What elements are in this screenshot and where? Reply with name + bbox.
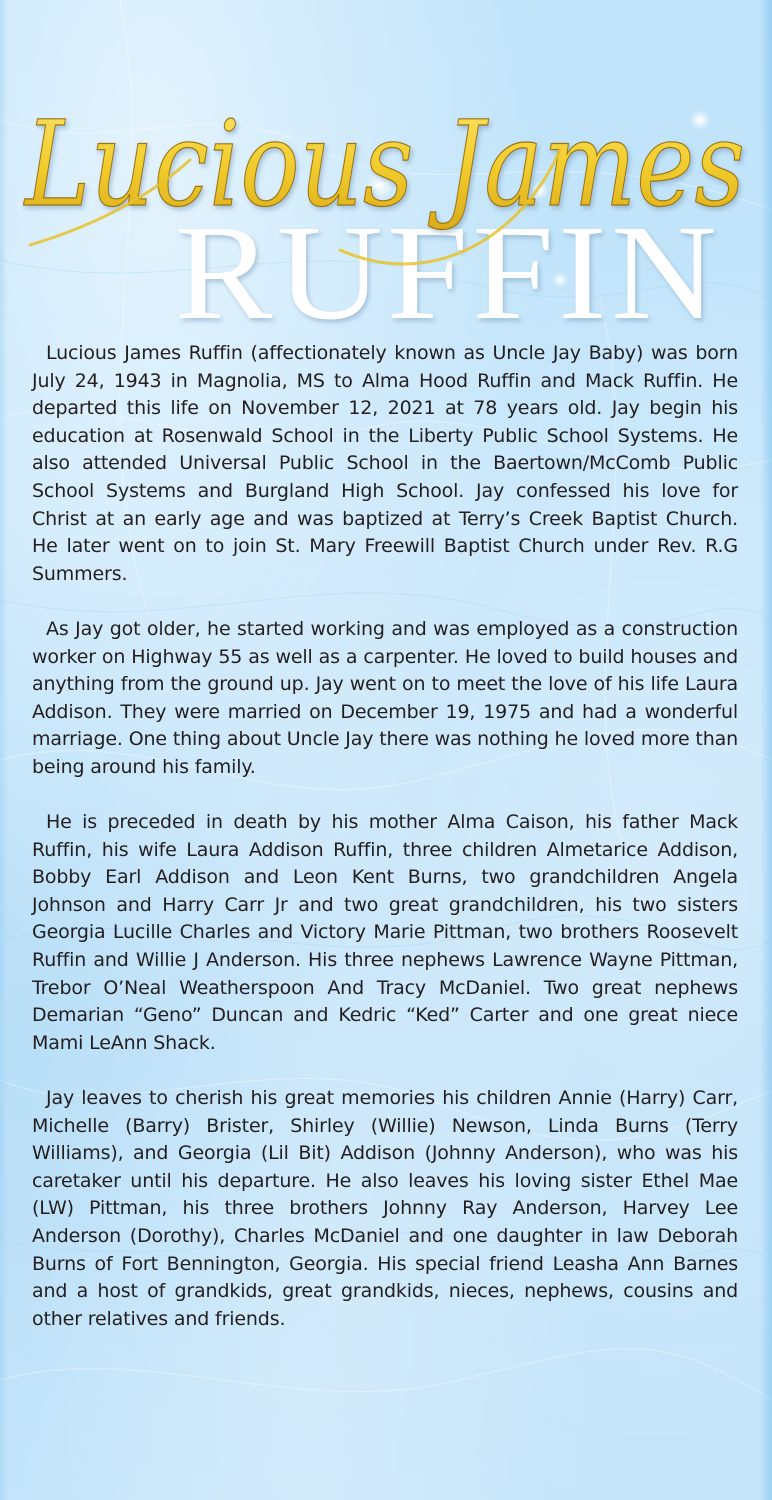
- surname-text: RUFFIN: [175, 198, 721, 340]
- paragraph-preceded-in-death: He is preceded in death by his mother Alma Caison, his father Mack Ruffin, his wife Laura Addison Ruffin, three children Almetarice Addison, Bobby Earl Addison and Leon Kent Burns, two grandchildren Angela Johnson and Harry Carr Jr and two great grandchildren, his two sisters Georgia Lucille Charles and Victory Marie Pittman, two brothers Roosevelt Ruffin and Willie J Anderson. His three nephews Lawrence Wayne Pittman, Trebor O’Neal Weatherspoon And Tracy McDaniel. Two great nephews Demarian “Geno” Duncan and Kedric “Ked” Carter and one great niece Mami LeAnn Shack.: [32, 811, 738, 1054]
- first-names-text: Lucious James: [23, 95, 746, 233]
- obituary-body: [32, 340, 738, 1361]
- name-title: [0, 0, 772, 340]
- paragraph-early-life: Lucious James Ruffin (affectionately known as Uncle Jay Baby) was born July 24, 1943 in Magnolia, MS to Alma Hood Ruffin and Mack Ruffin. He departed this life on November 12, 2021 at 78 years old. Jay begin his education at Rosenwald School in the Liberty Public School Systems. He also attended Universal Public School in the Baertown/McComb Public School Systems and Burgland High School. Jay confessed his love for Christ at an early age and was baptized at Terry’s Creek Baptist Church. He later went on to join St. Mary Freewill Baptist Church under Rev. R.G Summers.: [32, 342, 738, 585]
- paragraph-survivors: Jay leaves to cherish his great memories his children Annie (Harry) Carr, Michelle (Barry) Brister, Shirley (Willie) Newson, Linda Burns (Terry Williams), and Georgia (Lil Bit) Addison (Johnny Anderson), who was his caretaker until his departure. He also leaves his loving sister Ethel Mae (LW) Pittman, his three brothers Johnny Ray Anderson, Harvey Lee Anderson (Dorothy), Charles McDaniel and one daughter in law Deborah Burns of Fort Bennington, Georgia. His special friend Leasha Ann Barnes and a host of grandkids, great grandkids, nieces, nephews, cousins and other relatives and friends.: [32, 1087, 738, 1330]
- title-art: [0, 0, 772, 340]
- paragraph-career-marriage: As Jay got older, he started working and was employed as a construction worker on Highway 55 as well as a carpenter. He loved to build houses and anything from the ground up. Jay went on to meet the love of his life Laura Addison. They were married on December 19, 1975 and had a wonderful marriage. One thing about Uncle Jay there was nothing he loved more than being around his family.: [32, 617, 738, 778]
